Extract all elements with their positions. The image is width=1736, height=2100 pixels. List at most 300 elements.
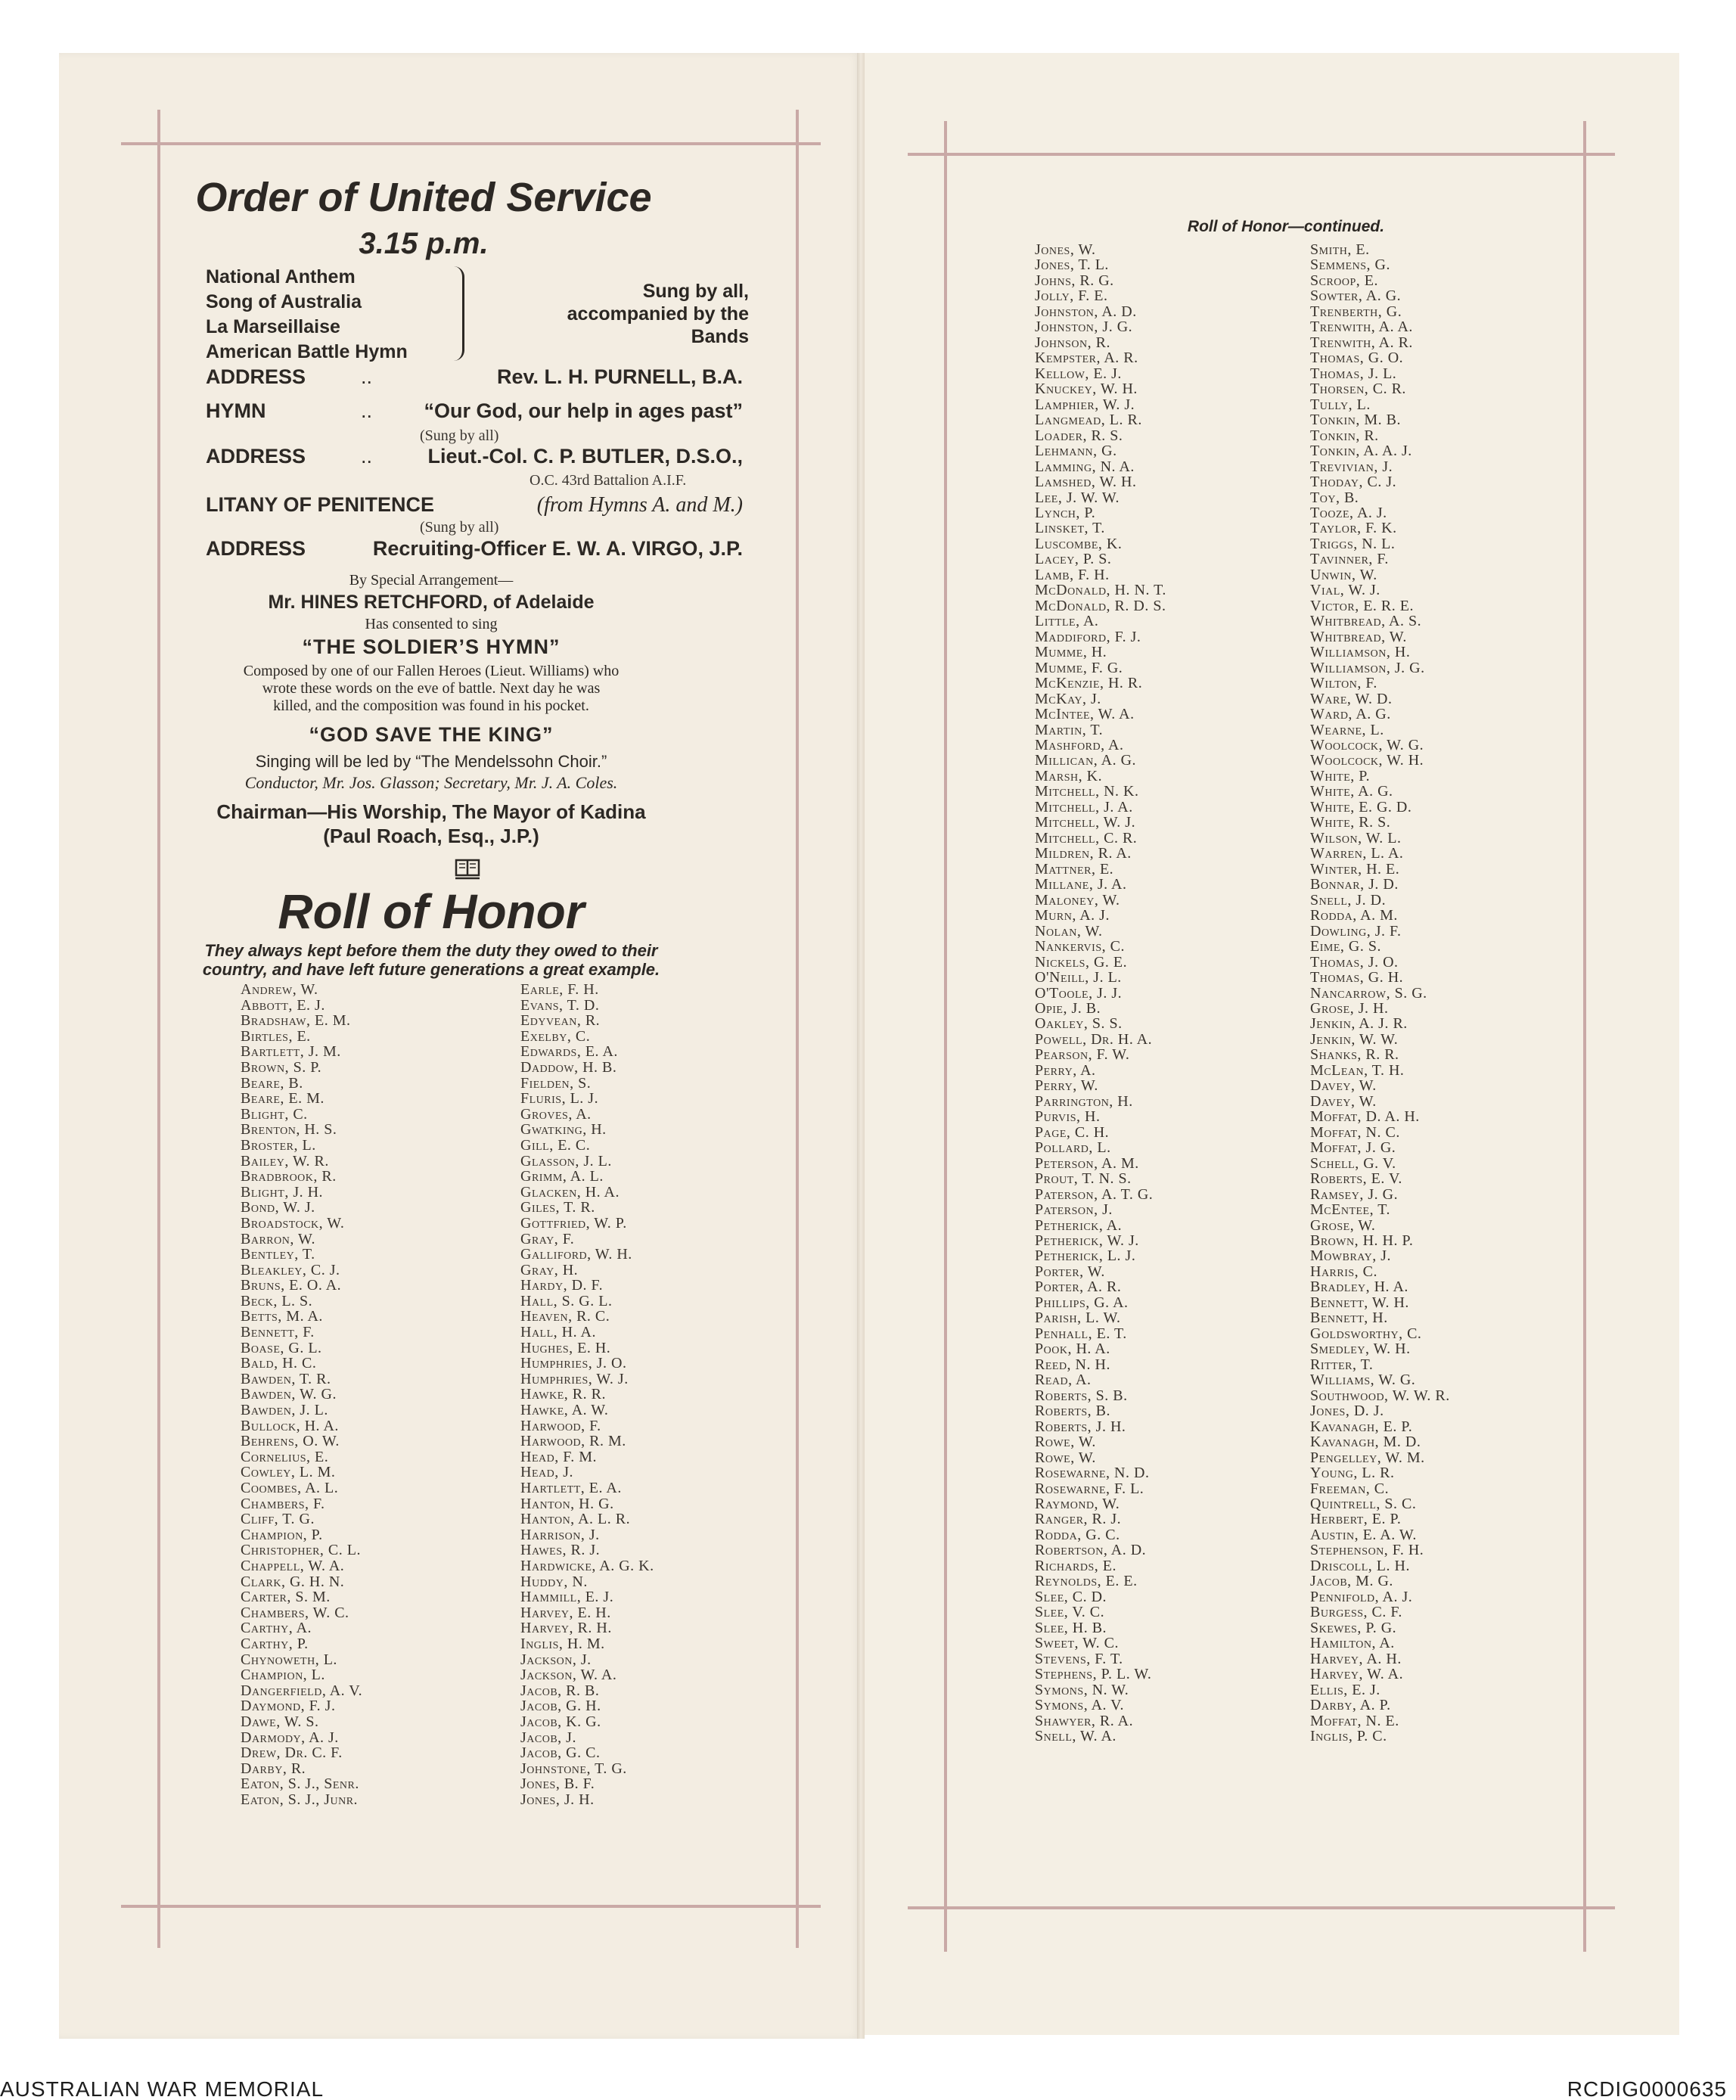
roll-name: Chynoweth, L. [241, 1651, 337, 1668]
right-border-bottom [908, 1906, 1615, 1909]
roll-name: Harris, C. [1310, 1263, 1378, 1280]
roll-name: Humphries, W. J. [520, 1370, 629, 1387]
roll-name: Mildren, R. A. [1035, 845, 1132, 862]
roll-name: Slee, V. C. [1035, 1604, 1105, 1621]
roll-name: Andrew, W. [241, 981, 318, 998]
roll-name: Hardy, D. F. [520, 1277, 604, 1294]
roll-name: Hawke, A. W. [520, 1402, 609, 1419]
roll-name: Glacken, H. A. [520, 1183, 620, 1201]
roll-name: Johnson, R. [1035, 334, 1110, 351]
roll-name: Warren, L. A. [1310, 845, 1404, 862]
roll-name: O'Neill, J. L. [1035, 969, 1122, 986]
roll-name: Thomas, J. O. [1310, 953, 1399, 971]
roll-name: Mumme, H. [1035, 644, 1107, 661]
roll-name: Head, J. [520, 1464, 573, 1481]
roll-name: Rowe, W. [1035, 1449, 1096, 1466]
roll-name: Harvey, W. A. [1310, 1666, 1404, 1683]
roll-name: Eaton, S. J., Senr. [241, 1775, 359, 1793]
roll-name: Jolly, F. E. [1035, 287, 1108, 305]
roll-name: Rowe, W. [1035, 1434, 1096, 1451]
roll-name: Pearson, F. W. [1035, 1046, 1130, 1064]
roll-name: Heaven, R. C. [520, 1308, 610, 1325]
roll-name: O'Toole, J. J. [1035, 984, 1123, 1002]
roll-name: Roberts, B. [1035, 1403, 1111, 1420]
roll-name: Richards, E. [1035, 1557, 1117, 1574]
roll-name: Pengelley, W. M. [1310, 1449, 1425, 1466]
roll-name: Blight, J. H. [241, 1183, 324, 1201]
roll-name: Bullock, H. A. [241, 1417, 339, 1434]
roll-of-honor-title: Roll of Honor [278, 884, 585, 939]
roll-name: Murn, A. J. [1035, 907, 1110, 924]
roll-name: Gray, H. [520, 1261, 579, 1278]
programme-label: LITANY OF PENITENCE [206, 493, 435, 516]
roll-name: Maloney, W. [1035, 891, 1120, 909]
roll-name: Humphries, J. O. [520, 1355, 627, 1372]
roll-name: Fluris, L. J. [520, 1090, 599, 1107]
roll-name: Millican, A. G. [1035, 752, 1137, 769]
anthem-item: La Marseillaise [206, 316, 340, 337]
roll-name: McDonald, H. N. T. [1035, 582, 1166, 599]
roll-name: Jackson, W. A. [520, 1667, 617, 1684]
left-border-bottom [121, 1905, 821, 1908]
roll-name: Jackson, J. [520, 1651, 592, 1668]
roll-name: Schell, G. V. [1310, 1154, 1396, 1172]
roll-name: Toy, B. [1310, 489, 1359, 506]
roll-name: Mumme, F. G. [1035, 659, 1123, 676]
roll-left-column-2 [520, 982, 654, 1807]
roll-name: Brenton, H. S. [241, 1121, 337, 1139]
roll-name: Millane, J. A. [1035, 876, 1127, 893]
roll-name: Harvey, E. H. [520, 1604, 611, 1621]
roll-name: Hanton, A. L. R. [520, 1511, 631, 1528]
roll-name: Mitchell, N. K. [1035, 783, 1139, 800]
roll-name: Symons, A. V. [1035, 1697, 1125, 1714]
roll-name: Freeman, C. [1310, 1480, 1390, 1497]
roll-name: Bradley, H. A. [1310, 1278, 1408, 1296]
chairman-text: Chairman—His Worship, The Mayor of Kadina [216, 800, 646, 823]
roll-name: Darmody, A. J. [241, 1729, 339, 1746]
roll-name: Ranger, R. J. [1035, 1511, 1122, 1528]
roll-name: Chambers, F. [241, 1495, 325, 1512]
roll-name: Pennifold, A. J. [1310, 1588, 1413, 1605]
roll-name: Bennett, H. [1310, 1309, 1388, 1327]
roll-name: Wilson, W. L. [1310, 829, 1402, 847]
roll-name: Raymond, W. [1035, 1495, 1120, 1512]
roll-name: Austin, E. A. W. [1310, 1526, 1417, 1543]
roll-name: Harrison, J. [520, 1526, 600, 1543]
roll-name: Cornelius, E. [241, 1448, 329, 1465]
roll-name: Prout, T. N. S. [1035, 1170, 1132, 1188]
roll-name: Mitchell, C. R. [1035, 829, 1138, 847]
roll-name: Quintrell, S. C. [1310, 1495, 1417, 1512]
roll-name: Wearne, L. [1310, 721, 1384, 738]
roll-name: Symons, N. W. [1035, 1681, 1129, 1698]
roll-name: Johnstone, T. G. [520, 1760, 627, 1777]
hymn-note: (Sung by all) [420, 427, 499, 444]
roll-subtitle [151, 941, 711, 979]
roll-name: Mashford, A. [1035, 737, 1124, 753]
roll-name: Moffat, N. C. [1310, 1123, 1400, 1141]
roll-name: Ward, A. G. [1310, 706, 1391, 723]
roll-continued-heading: Roll of Honor—continued. [1187, 218, 1385, 235]
roll-name: Parrington, H. [1035, 1092, 1133, 1110]
roll-name: Inglis, P. C. [1310, 1728, 1387, 1744]
roll-name: Daymond, F. J. [241, 1698, 336, 1715]
roll-name: Skewes, P. G. [1310, 1619, 1397, 1636]
roll-name: Smith, E. [1310, 241, 1370, 258]
roll-name: Purvis, H. [1035, 1108, 1101, 1126]
roll-name: Page, C. H. [1035, 1123, 1110, 1141]
roll-name: Trenberth, G. [1310, 303, 1402, 320]
roll-name: Williamson, J. G. [1310, 659, 1425, 676]
anthem-item: Song of Australia [206, 291, 362, 312]
roll-name: Exelby, C. [520, 1027, 591, 1045]
roll-name: Abbott, E. J. [241, 996, 325, 1014]
roll-name: Ware, W. D. [1310, 690, 1393, 707]
roll-name: McDonald, R. D. S. [1035, 597, 1166, 614]
roll-name: Winter, H. E. [1310, 860, 1400, 878]
roll-name: Lehmann, G. [1035, 443, 1117, 460]
roll-name: Young, L. R. [1310, 1465, 1395, 1482]
roll-name: Boase, G. L. [241, 1339, 322, 1356]
special-arrangement: By Special Arrangement— [349, 572, 514, 589]
roll-name: Snell, W. A. [1035, 1728, 1116, 1744]
roll-name: Roberts, S. B. [1035, 1387, 1128, 1404]
roll-name: Woolcock, W. H. [1310, 752, 1424, 769]
roll-name: Loader, R. S. [1035, 427, 1123, 444]
roll-name: White, E. G. D. [1310, 798, 1412, 815]
roll-name: Roberts, J. H. [1035, 1418, 1126, 1435]
roll-name: Phillips, G. A. [1035, 1294, 1129, 1311]
roll-name: Bentley, T. [241, 1246, 315, 1263]
roll-name: Behrens, O. W. [241, 1433, 340, 1450]
roll-name: Dangerfield, A. V. [241, 1682, 363, 1699]
roll-name: Whitbread, W. [1310, 628, 1407, 645]
roll-name: Gwatking, H. [520, 1121, 607, 1139]
roll-name: McEntee, T. [1310, 1201, 1390, 1219]
roll-name: Drew, Dr. C. F. [241, 1744, 343, 1762]
roll-name: Peterson, A. M. [1035, 1154, 1139, 1172]
roll-name: Galliford, W. H. [520, 1246, 632, 1263]
roll-name: Rosewarne, N. D. [1035, 1465, 1150, 1482]
roll-name: Porter, W. [1035, 1263, 1105, 1280]
programme-dots: .. [361, 365, 373, 388]
roll-name: McKenzie, H. R. [1035, 675, 1143, 692]
roll-name: Ritter, T. [1310, 1356, 1374, 1373]
roll-name: Head, F. M. [520, 1448, 598, 1465]
roll-name: Tavinner, F. [1310, 551, 1389, 568]
roll-name: White, P. [1310, 767, 1371, 784]
roll-name: Huddy, N. [520, 1573, 588, 1590]
roll-name: Champion, P. [241, 1526, 323, 1543]
roll-name: Evans, T. D. [520, 996, 600, 1014]
roll-name: Brown, H. H. P. [1310, 1232, 1414, 1249]
roll-name: Ramsey, J. G. [1310, 1185, 1399, 1203]
roll-name: Jacob, K. G. [520, 1713, 601, 1730]
roll-name: Chambers, W. C. [241, 1604, 349, 1621]
roll-name: Tooze, A. J. [1310, 504, 1387, 521]
roll-name: Hartlett, E. A. [520, 1480, 622, 1496]
roll-name: Nolan, W. [1035, 922, 1103, 940]
roll-name: Petherick, L. J. [1035, 1247, 1136, 1265]
roll-subtitle-line: They always kept before them the duty they owed to their [204, 941, 658, 960]
roll-name: Herbert, E. P. [1310, 1511, 1402, 1528]
chairman-name: (Paul Roach, Esq., J.P.) [323, 825, 539, 847]
roll-name: Hawke, R. R. [520, 1386, 606, 1403]
left-border-top [121, 142, 821, 145]
roll-name: Bawden, T. R. [241, 1370, 331, 1387]
roll-name: Blight, C. [241, 1105, 308, 1123]
archive-credit: AUSTRALIAN WAR MEMORIAL [0, 2077, 325, 2100]
roll-name: Bennett, W. H. [1310, 1294, 1409, 1311]
roll-name: Thorsen, C. R. [1310, 381, 1406, 398]
roll-name: Parish, L. W. [1035, 1309, 1121, 1327]
archive-id: RCDIG0000635 [1567, 2077, 1727, 2100]
roll-name: Burgess, C. F. [1310, 1604, 1402, 1621]
roll-name: Gill, E. C. [520, 1136, 591, 1154]
roll-name: Slee, H. B. [1035, 1619, 1107, 1636]
roll-name: Nankervis, C. [1035, 938, 1125, 955]
roll-name: Lamming, N. A. [1035, 458, 1135, 475]
roll-name: Harvey, A. H. [1310, 1650, 1402, 1667]
roll-name: Woolcock, W. G. [1310, 737, 1424, 753]
roll-name: Paterson, A. T. G. [1035, 1185, 1154, 1203]
roll-name: Bruns, E. O. A. [241, 1277, 342, 1294]
programme-dots: .. [361, 399, 373, 422]
roll-name: Moffat, J. G. [1310, 1139, 1396, 1157]
booklet-spine [857, 53, 865, 2039]
roll-name: Roberts, E. V. [1310, 1170, 1402, 1188]
roll-name: Kavanagh, M. D. [1310, 1434, 1421, 1451]
roll-name: Mitchell, W. J. [1035, 814, 1136, 831]
roll-name: Langmead, L. R. [1035, 412, 1142, 429]
roll-name: Darby, R. [241, 1760, 306, 1777]
roll-name: Driscoll, L. H. [1310, 1557, 1410, 1574]
roll-name: Penhall, E. T. [1035, 1325, 1127, 1342]
anthem-note: Sung by all, accompanied by the Bands [567, 281, 749, 347]
roll-name: Carthy, A. [241, 1620, 312, 1637]
roll-name: Eaton, S. J., Junr. [241, 1791, 359, 1808]
roll-name: Bonnar, J. D. [1310, 876, 1399, 893]
roll-name: Mowbray, J. [1310, 1247, 1392, 1265]
roll-name: Robertson, A. D. [1035, 1542, 1147, 1559]
programme-value: Rev. L. H. PURNELL, B.A. [496, 365, 743, 388]
roll-name: Maddiford, F. J. [1035, 628, 1141, 645]
roll-name: Rodda, A. M. [1310, 907, 1398, 924]
composed-line: wrote these words on the eve of battle. Next day he was [262, 680, 601, 697]
roll-name: Fielden, S. [520, 1074, 592, 1092]
roll-name: Martin, T. [1035, 721, 1104, 738]
roll-name: Read, A. [1035, 1372, 1092, 1389]
roll-name: Grose, J. H. [1310, 999, 1389, 1017]
roll-name: Beare, E. M. [241, 1090, 325, 1107]
roll-name: Grimm, A. L. [520, 1168, 604, 1185]
roll-name: Pollard, L. [1035, 1139, 1111, 1157]
roll-name: White, A. G. [1310, 783, 1393, 800]
left-border-left [157, 110, 160, 1948]
book-emblem-icon [454, 857, 481, 881]
roll-name: Jacob, J. [520, 1729, 576, 1746]
roll-name: Cowley, L. M. [241, 1464, 336, 1481]
roll-name: Paterson, J. [1035, 1201, 1113, 1219]
roll-name: Trenwith, A. A. [1310, 318, 1413, 336]
roll-name: Jacob, G. H. [520, 1698, 601, 1715]
roll-name: Marsh, K. [1035, 767, 1103, 784]
roll-name: Earle, F. H. [520, 981, 599, 998]
litany-note: (Sung by all) [420, 519, 499, 536]
roll-name: Edwards, E. A. [520, 1043, 618, 1061]
roll-name: Lamb, F. H. [1035, 566, 1110, 583]
roll-name: Davey, W. [1310, 1077, 1377, 1095]
roll-name: Lynch, P. [1035, 504, 1096, 521]
roll-name: Darby, A. P. [1310, 1697, 1391, 1714]
right-page [861, 53, 1679, 2035]
roll-name: Tully, L. [1310, 396, 1371, 413]
singer-name: Mr. HINES RETCHFORD, of Adelaide [268, 592, 595, 613]
roll-name: Southwood, W. W. R. [1310, 1387, 1450, 1404]
roll-name: Jacob, G. C. [520, 1744, 601, 1762]
roll-name: Harwood, R. M. [520, 1433, 626, 1450]
roll-name: Birtles, E. [241, 1027, 311, 1045]
roll-name: Wilton, F. [1310, 675, 1377, 692]
roll-name: Bailey, W. R. [241, 1152, 329, 1170]
roll-name: McLean, T. H. [1310, 1061, 1405, 1079]
roll-name: Beare, B. [241, 1074, 303, 1092]
choir-text: Singing will be led by “The Mendelssohn Choir.” [255, 752, 607, 771]
consented-text: Has consented to sing [365, 616, 498, 632]
roll-name: Jones, D. J. [1310, 1403, 1384, 1420]
roll-name: Thomas, G. O. [1310, 349, 1404, 367]
roll-name: Pook, H. A. [1035, 1340, 1110, 1358]
roll-name: Cliff, T. G. [241, 1511, 315, 1528]
roll-name: Whitbread, A. S. [1310, 613, 1422, 630]
roll-name: Groves, A. [520, 1105, 592, 1123]
roll-name: Perry, W. [1035, 1077, 1098, 1095]
roll-name: Tonkin, M. B. [1310, 412, 1401, 429]
roll-name: Mitchell, J. A. [1035, 798, 1133, 815]
roll-name: Petherick, A. [1035, 1216, 1123, 1234]
roll-name: Grose, W. [1310, 1216, 1376, 1234]
roll-name: Bawden, W. G. [241, 1386, 337, 1403]
roll-name: Reynolds, E. E. [1035, 1573, 1138, 1590]
roll-name: McIntee, W. A. [1035, 706, 1135, 723]
roll-name: Trevivian, J. [1310, 458, 1393, 475]
programme-value: “Our God, our help in ages past” [424, 399, 743, 422]
roll-name: Bradbrook, R. [241, 1168, 337, 1185]
roll-name: Bennett, F. [241, 1324, 315, 1341]
right-border-right [1583, 121, 1586, 1952]
roll-subtitle-line: country, and have left future generations a great example. [202, 960, 660, 979]
roll-name: Perry, A. [1035, 1061, 1096, 1079]
roll-name: Champion, L. [241, 1667, 325, 1684]
roll-name: Carter, S. M. [241, 1589, 331, 1606]
roll-name: Sowter, A. G. [1310, 287, 1402, 305]
roll-name: Stephenson, F. H. [1310, 1542, 1424, 1559]
roll-name: Lacey, P. S. [1035, 551, 1112, 568]
programme-label: HYMN [206, 399, 266, 422]
roll-name: Tonkin, A. A. J. [1310, 443, 1412, 460]
roll-name: Broadstock, W. [241, 1214, 345, 1232]
programme-dots: .. [361, 445, 373, 468]
roll-name: Moffat, D. A. H. [1310, 1108, 1420, 1126]
roll-name: Slee, C. D. [1035, 1588, 1107, 1605]
roll-name: Clark, G. H. N. [241, 1573, 345, 1590]
roll-name: Williams, W. G. [1310, 1372, 1416, 1389]
roll-name: Tonkin, R. [1310, 427, 1379, 444]
roll-name: Johns, R. G. [1035, 272, 1114, 289]
roll-name: Mattner, E. [1035, 860, 1114, 878]
roll-name: Inglis, H. M. [520, 1635, 605, 1652]
roll-name: Shanks, R. R. [1310, 1046, 1399, 1064]
roll-name: Jacob, R. B. [520, 1682, 600, 1699]
roll-left-column-1 [241, 982, 362, 1807]
roll-name: Glasson, J. L. [520, 1152, 612, 1170]
roll-name: Brown, S. P. [241, 1058, 322, 1076]
roll-name: Hanton, H. G. [520, 1495, 614, 1512]
programme-value: Lieut.-Col. C. P. BUTLER, D.S.O., [427, 445, 743, 468]
anthem-item: American Battle Hymn [206, 341, 408, 362]
roll-name: Lamshed, W. H. [1035, 474, 1137, 491]
roll-name: Scroop, E. [1310, 272, 1379, 289]
roll-name: Semmens, G. [1310, 256, 1390, 274]
roll-name: Stephens, P. L. W. [1035, 1666, 1152, 1683]
roll-name: Taylor, F. K. [1310, 520, 1397, 537]
roll-name: Stevens, F. T. [1035, 1650, 1123, 1667]
anthem-brace [454, 266, 464, 361]
roll-right-column-2 [1310, 242, 1450, 1744]
roll-name: Hughes, E. H. [520, 1339, 611, 1356]
roll-right-column-1 [1035, 242, 1166, 1744]
roll-name: Linsket, T. [1035, 520, 1105, 537]
roll-name: Hall, H. A. [520, 1324, 596, 1341]
roll-name: Gottfried, W. P. [520, 1214, 627, 1232]
programme-label: ADDRESS [206, 445, 306, 468]
roll-name: Bald, H. C. [241, 1355, 317, 1372]
left-border-right [796, 110, 799, 1948]
roll-name: Coombes, A. L. [241, 1480, 339, 1496]
roll-name: Thomas, J. L. [1310, 365, 1397, 382]
roll-name: Bond, W. J. [241, 1199, 315, 1216]
roll-name: Daddow, H. B. [520, 1058, 617, 1076]
roll-name: Smedley, W. H. [1310, 1340, 1411, 1358]
roll-name: Eime, G. S. [1310, 938, 1381, 955]
roll-name: Broster, L. [241, 1136, 316, 1154]
roll-name: Carthy, P. [241, 1635, 309, 1652]
programme-label: ADDRESS [206, 365, 306, 388]
roll-name: Hammill, E. J. [520, 1589, 614, 1606]
anthem-item: National Anthem [206, 266, 356, 287]
roll-name: Lamphier, W. J. [1035, 396, 1135, 413]
roll-name: Giles, T. R. [520, 1199, 595, 1216]
roll-name: Nancarrow, S. G. [1310, 984, 1427, 1002]
roll-name: Hamilton, A. [1310, 1635, 1395, 1652]
composed-line: Composed by one of our Fallen Heroes (Lieut. Williams) who [243, 663, 620, 679]
roll-name: Johnston, J. G. [1035, 318, 1133, 336]
roll-name: Vial, W. J. [1310, 582, 1380, 599]
composed-line: killed, and the composition was found in his pocket. [273, 697, 589, 714]
butler-note: O.C. 43rd Battalion A.I.F. [529, 472, 687, 489]
roll-name: Snell, J. D. [1310, 891, 1387, 909]
roll-name: Petherick, W. J. [1035, 1232, 1139, 1249]
programme-value: Recruiting-Officer E. W. A. VIRGO, J.P. [372, 537, 743, 560]
roll-name: Jones, B. F. [520, 1775, 595, 1793]
roll-name: Unwin, W. [1310, 566, 1377, 583]
roll-name: Jenkin, W. W. [1310, 1030, 1399, 1048]
roll-name: Barron, W. [241, 1230, 316, 1247]
roll-name: Sweet, W. C. [1035, 1635, 1120, 1652]
roll-name: Trenwith, A. R. [1310, 334, 1413, 351]
roll-name: Luscombe, K. [1035, 535, 1123, 552]
